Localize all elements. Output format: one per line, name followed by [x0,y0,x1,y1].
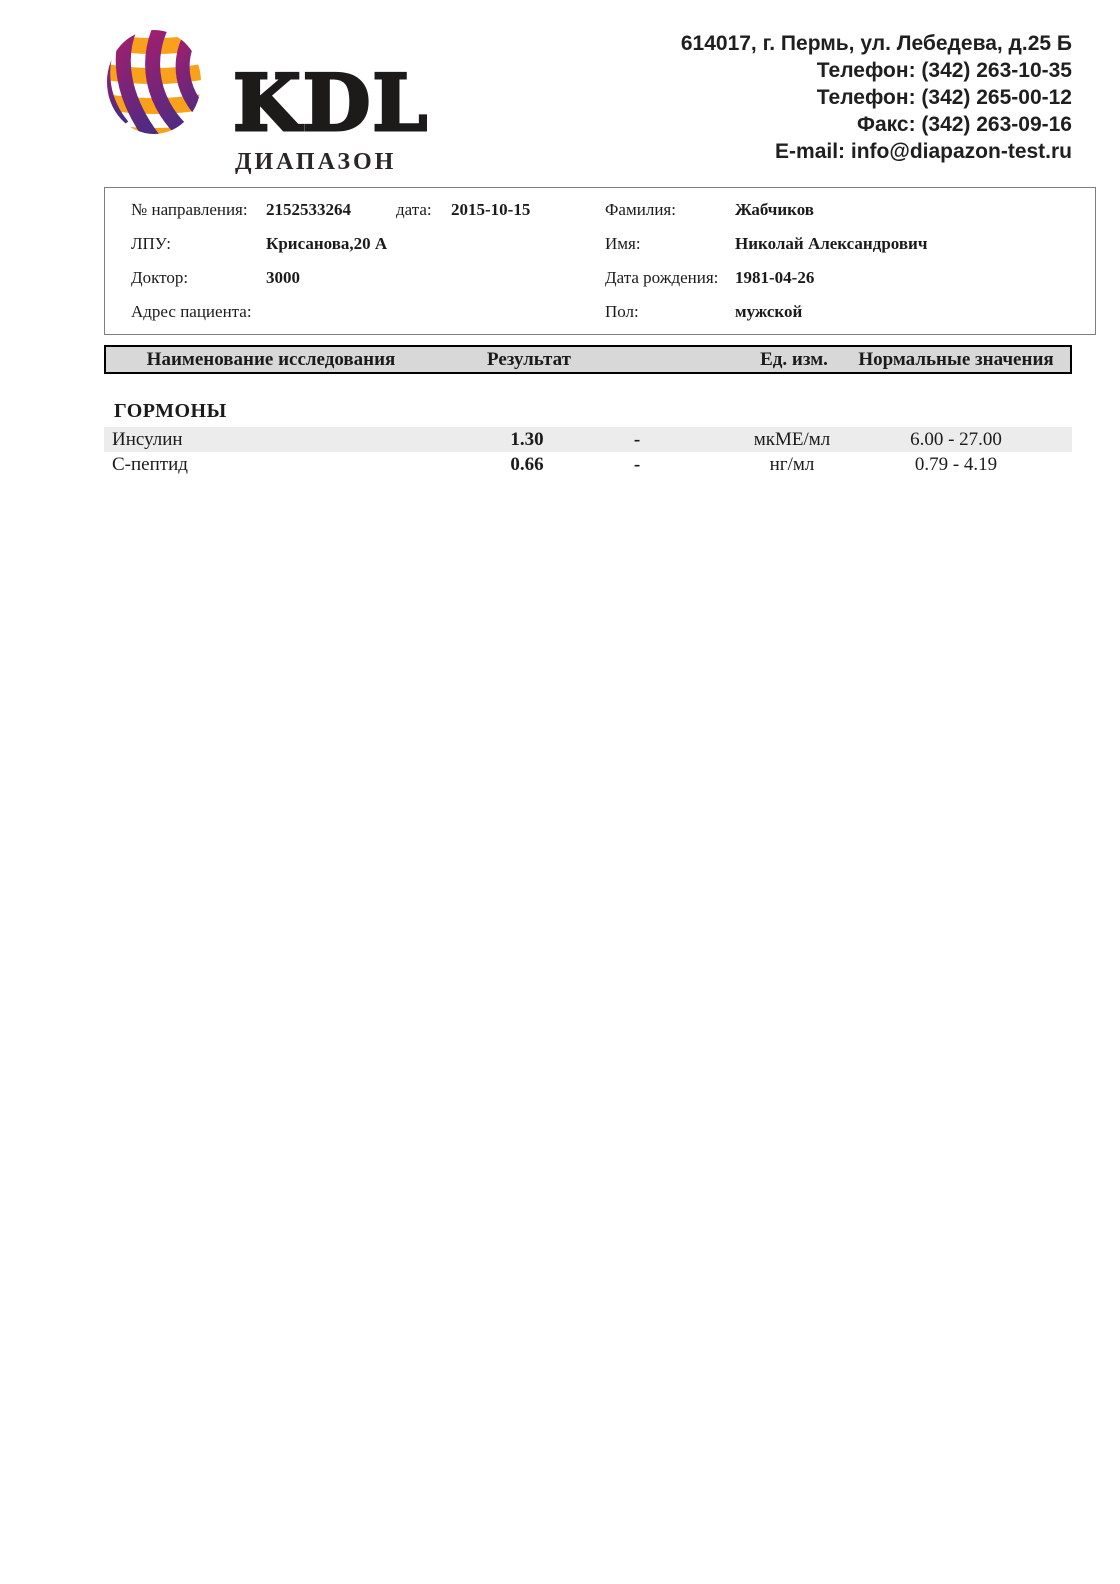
firstname-label: Имя: [605,234,641,253]
results-rows [104,427,1072,477]
col-header-result: Результат [487,348,571,370]
brand-name: KDL [233,58,430,149]
patient-address-row [131,295,600,329]
firstname-row [605,227,1095,261]
lpu-row [131,227,600,261]
lpu-label: ЛПУ: [131,234,171,253]
contact-email: E-mail: info@diapazon-test.ru [775,140,1072,163]
col-header-test-name: Наименование исследования [146,348,396,370]
sex-value: мужской [735,302,803,321]
contact-address: 614017, г. Пермь, ул. Лебедева, д.25 Б [680,32,1072,55]
contact-block [681,30,1072,165]
doctor-value: 3000 [266,268,300,287]
birthdate-label: Дата рождения: [605,268,719,287]
patient-info-box [104,187,1096,335]
test-unit: мкМЕ/мл [753,428,831,450]
patient-info-left [105,193,600,334]
doctor-label: Доктор: [131,268,189,287]
contact-phone-1: Телефон: (342) 263-10-35 [816,59,1072,82]
test-norm: 6.00 - 27.00 [910,428,1002,450]
surname-label: Фамилия: [605,200,676,219]
results-table [104,345,1072,477]
surname-value: Жабчиков [735,200,814,219]
test-norm: 0.79 - 4.19 [914,453,998,475]
test-group-title: ГОРМОНЫ [114,400,227,422]
test-name: Инсулин [112,428,183,450]
birthdate-value: 1981-04-26 [735,268,815,287]
kdl-logo [106,27,429,176]
results-table-header [104,345,1072,374]
lpu-value: Крисанова,20 А [266,234,388,253]
brand-subname: ДИАПАЗОН [235,149,397,176]
birthdate-row [605,261,1095,295]
kdl-sphere-logo-icon [106,27,203,137]
sex-label: Пол: [605,302,639,321]
col-header-unit: Ед. изм. [760,348,828,370]
doctor-row [131,261,600,295]
test-flag: - [633,453,641,475]
test-name: С-пептид [112,453,188,475]
referral-label: № направления: [131,200,248,219]
surname-row [605,193,1095,227]
col-header-norm: Нормальные значения [858,348,1054,370]
date-value: 2015-10-15 [451,200,531,219]
test-unit: нг/мл [769,453,815,475]
date-label: дата: [396,200,432,219]
patient-info-right [600,193,1095,334]
table-row [104,452,1072,477]
contact-fax: Факс: (342) 263-09-16 [857,113,1072,136]
referral-row [131,193,600,227]
test-flag: - [633,428,641,450]
test-result: 0.66 [510,453,544,475]
table-row [104,427,1072,452]
test-result: 1.30 [510,428,544,450]
patient-address-label: Адрес пациента: [131,302,252,321]
contact-phone-2: Телефон: (342) 265-00-12 [816,86,1072,109]
brand-text [233,58,430,176]
firstname-value: Николай Александрович [735,234,928,253]
sex-row [605,295,1095,329]
referral-value: 2152533264 [266,200,351,219]
